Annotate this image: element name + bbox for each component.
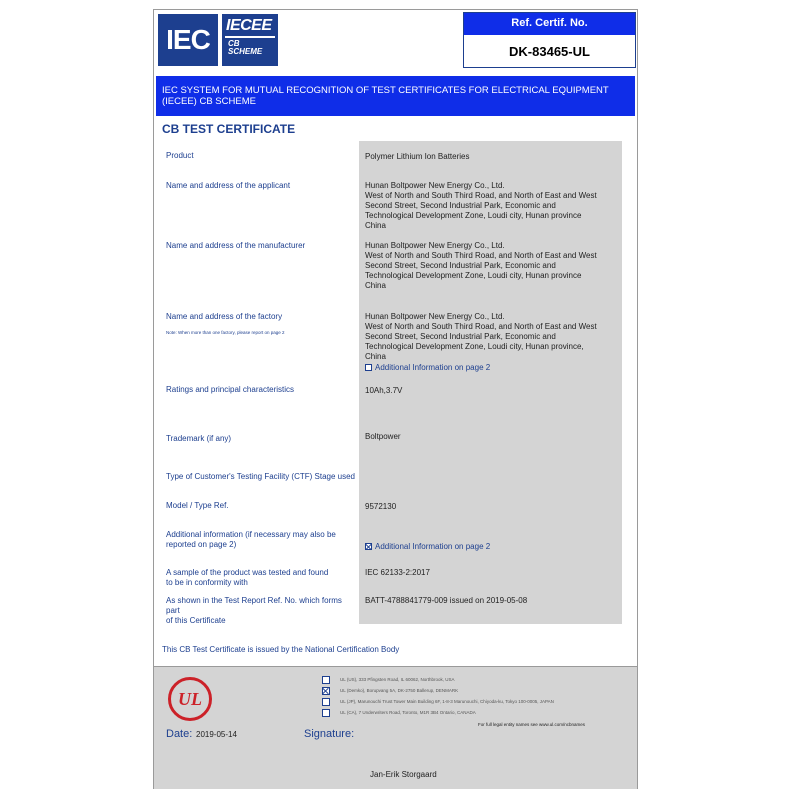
iecee-cb-scheme-logo [222, 14, 278, 66]
manufacturer-line: Technological Development Zone, Loudi city, Hunan province [365, 271, 582, 280]
manufacturer-line: China [365, 281, 386, 290]
ul-entity-option[interactable] [322, 676, 454, 684]
factory-additional-info-checkbox[interactable] [365, 364, 372, 371]
ref-certificate-box [463, 12, 636, 68]
ref-certificate-label: Ref. Certif. No. [464, 13, 635, 35]
signer-name: Jan-Erik Storgaard [370, 770, 437, 779]
applicant-address [365, 181, 620, 231]
sample-label [166, 568, 356, 588]
report-label [166, 596, 356, 626]
iecee-logo-divider [225, 36, 275, 38]
factory-additional-info-label: Additional Information on page 2 [375, 363, 491, 372]
iec-logo-text: IEC [166, 24, 210, 55]
factory-additional-info-row[interactable] [365, 363, 620, 373]
ul-entity-checkbox[interactable] [322, 709, 330, 717]
issued-by-statement: This CB Test Certificate is issued by the National Certification Body [162, 645, 400, 654]
sample-label-line: A sample of the product was tested and found [166, 568, 329, 577]
applicant-line: Second Street, Second Industrial Park, Economic and [365, 201, 556, 210]
additional-info-label-line: reported on page 2) [166, 540, 237, 549]
manufacturer-line: Second Street, Second Industrial Park, Economic and [365, 261, 556, 270]
certificate-title: CB TEST CERTIFICATE [162, 122, 296, 136]
factory-line: China [365, 352, 386, 361]
applicant-line: China [365, 221, 386, 230]
trademark-label: Trademark (if any) [166, 434, 232, 443]
ul-entity-text: UL (JP), Marunouchi Trust Tower Main Building 6F, 1-8-3 Marunouchi, Chiyoda-ku, Tokyo 100-0005, JAPAN [340, 699, 554, 705]
product-label: Product [166, 151, 194, 160]
factory-line: Hunan Boltpower New Energy Co., Ltd. [365, 312, 505, 321]
ref-certificate-number: DK-83465-UL [509, 44, 590, 59]
iecee-logo-sub2: SCHEME [228, 47, 263, 56]
sample-label-line: to be in conformity with [166, 578, 248, 587]
applicant-label: Name and address of the applicant [166, 181, 291, 190]
ul-entity-text: UL (US), 333 Pfingsten Road, IL 60062, Northbrook, USA [340, 677, 455, 683]
iec-logo [158, 14, 218, 66]
additional-info-label-line: Additional information (if necessary may also be [166, 530, 336, 539]
additional-info-row[interactable] [365, 542, 620, 552]
manufacturer-address [365, 241, 620, 291]
scheme-banner: IEC SYSTEM FOR MUTUAL RECOGNITION OF TEST CERTIFICATES FOR ELECTRICAL EQUIPMENT (IECEE) CB SCHEME [156, 76, 635, 116]
report-label-line: of this Certificate [166, 616, 226, 625]
applicant-line: Hunan Boltpower New Energy Co., Ltd. [365, 181, 505, 190]
factory-line: Second Street, Second Industrial Park, Economic and [365, 332, 556, 341]
sample-standard-value: IEC 62133-2:2017 [365, 568, 430, 577]
applicant-line: West of North and South Third Road, and North of East and West [365, 191, 597, 200]
iecee-logo-sub1: CB [228, 39, 240, 48]
additional-info-label [166, 530, 356, 550]
iecee-logo-title: IECEE [226, 17, 272, 34]
product-value: Polymer Lithium Ion Batteries [365, 152, 470, 161]
ul-logo-text: UL [178, 689, 202, 709]
ul-entity-checkbox[interactable] [322, 698, 330, 706]
report-label-line: As shown in the Test Report Ref. No. which forms part [166, 596, 342, 615]
trademark-value: Boltpower [365, 432, 401, 441]
ul-logo [168, 677, 212, 721]
signature-label: Signature: [304, 728, 355, 740]
ul-entity-option[interactable] [322, 698, 554, 706]
certificate-page [153, 9, 638, 789]
manufacturer-line: Hunan Boltpower New Energy Co., Ltd. [365, 241, 505, 250]
factory-line: West of North and South Third Road, and North of East and West [365, 322, 597, 331]
ul-entity-text: UL (CA), 7 Underwriters Road, Toronto, M1R 3B4 Ontario, CANADA [340, 710, 476, 716]
ratings-label: Ratings and principal characteristics [166, 385, 295, 394]
ul-entity-checkbox[interactable] [322, 687, 330, 695]
manufacturer-label: Name and address of the manufacturer [166, 241, 306, 250]
ul-entity-option[interactable] [322, 687, 458, 695]
date-value: 2019-05-14 [196, 730, 237, 739]
date-label: Date: [166, 728, 193, 740]
ul-entity-text: UL (Demko), Borupvang 5A, DK-2750 Ballerup, DENMARK [340, 688, 459, 694]
ul-entity-checkbox[interactable] [322, 676, 330, 684]
model-label: Model / Type Ref. [166, 501, 229, 510]
factory-note: Note: When more than one factory, please report on page 2 [166, 330, 285, 335]
iecee-logo-subtitle [228, 40, 262, 56]
additional-info-value: Additional Information on page 2 [375, 542, 491, 551]
factory-label: Name and address of the factory [166, 312, 283, 321]
factory-address [365, 312, 620, 373]
ul-entity-option[interactable] [322, 709, 476, 717]
legal-entity-note: For full legal entity names see www.ul.com/ncbnames [478, 722, 586, 727]
applicant-line: Technological Development Zone, Loudi city, Hunan province [365, 211, 582, 220]
manufacturer-line: West of North and South Third Road, and North of East and West [365, 251, 597, 260]
model-value: 9572130 [365, 502, 397, 511]
ctf-label: Type of Customer's Testing Facility (CTF) Stage used [166, 472, 356, 481]
ratings-value: 10Ah,3.7V [365, 386, 403, 395]
factory-line: Technological Development Zone, Loudi city, Hunan province, [365, 342, 584, 351]
report-value: BATT-4788841779-009 issued on 2019-05-08 [365, 596, 528, 605]
additional-info-checkbox[interactable] [365, 543, 372, 550]
